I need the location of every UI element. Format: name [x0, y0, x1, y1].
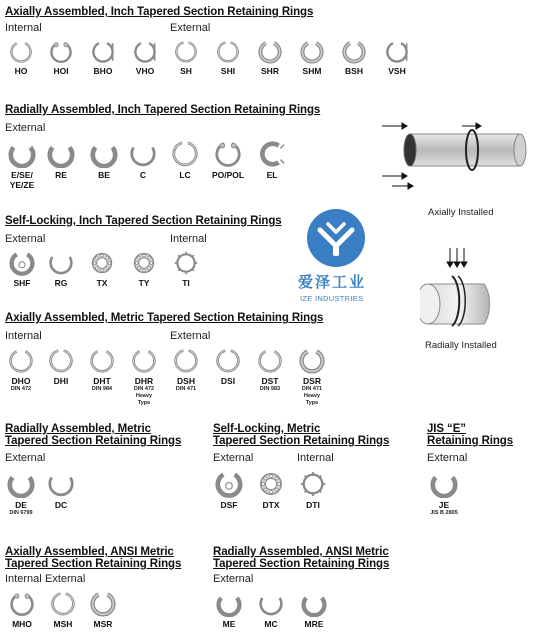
- ring-code: HOI: [53, 66, 69, 76]
- ring-code: DSF: [220, 500, 238, 510]
- ring-item-ho[interactable]: [8, 40, 34, 76]
- ring-item-el[interactable]: [254, 140, 290, 180]
- star-ring-icon: [173, 250, 199, 276]
- ring-item-msr[interactable]: [88, 591, 118, 629]
- ring-code: LC: [179, 170, 191, 180]
- title-line-2: Tapered Section Retaining Rings: [5, 435, 182, 447]
- crescent-ring-icon: [129, 140, 157, 168]
- ring-item-ti[interactable]: [172, 250, 200, 288]
- title-line-2: Retaining Rings: [427, 435, 514, 447]
- label-external: External: [5, 452, 46, 464]
- ring-code: BHO: [93, 66, 113, 76]
- ring-code: DSR: [303, 376, 321, 386]
- ring-item-mc[interactable]: [256, 591, 286, 629]
- ring-item-je[interactable]: [424, 470, 464, 517]
- ring-code: VSH: [388, 66, 406, 76]
- section-title-radial-inch: Radially Assembled, Inch Tapered Section Retaining Rings: [5, 104, 321, 116]
- e-ring-icon: [215, 591, 243, 617]
- radial-install-illustration: [420, 246, 504, 330]
- caption-axial: Axially Installed: [428, 207, 494, 218]
- ring-item-dhi[interactable]: [46, 348, 76, 386]
- ring-teeth-icon: [89, 348, 115, 374]
- ring-code: SHF: [13, 278, 31, 288]
- label-external: External: [45, 573, 86, 585]
- ring-standard: DIN 984: [91, 386, 113, 392]
- ring-code: HO: [14, 66, 28, 76]
- ring-code: BE: [98, 170, 110, 180]
- ring-item-me[interactable]: [214, 591, 244, 629]
- label-internal: Internal: [5, 330, 42, 342]
- ring-standard: DIN 472: [10, 386, 32, 392]
- ring-item-dsi[interactable]: [212, 348, 244, 386]
- ring-code: DHI: [53, 376, 69, 386]
- ring-item-msh[interactable]: [48, 591, 78, 629]
- e-ring-bowed-icon: [87, 140, 121, 168]
- ring-closed-icon: [216, 40, 240, 64]
- ring-open-icon: [257, 348, 283, 374]
- label-internal: Internal: [170, 233, 207, 245]
- ring-code: VHO: [135, 66, 155, 76]
- label-internal: Internal: [5, 22, 42, 34]
- ring-closed-icon: [173, 348, 199, 374]
- caption-radial: Radially Installed: [425, 340, 497, 351]
- ring-bowed-icon: [89, 40, 117, 64]
- ring-standard: DIN 471: [175, 386, 197, 392]
- section-title-axial-metric: Axially Assembled, Metric Tapered Section Retaining Rings: [5, 312, 324, 324]
- ring-item-bho[interactable]: [88, 40, 118, 76]
- ring-code: DSH: [177, 376, 195, 386]
- ring-code: MC: [264, 619, 278, 629]
- crescent-ring-icon: [171, 140, 199, 168]
- ring-code: BSH: [345, 66, 363, 76]
- ring-code: DC: [54, 500, 68, 510]
- crescent-ring-icon: [47, 250, 75, 276]
- title-line-1: JIS “E”: [427, 423, 466, 435]
- ring-item-dsr[interactable]: [296, 348, 328, 407]
- ring-item-dti[interactable]: [298, 470, 328, 510]
- ring-item-c[interactable]: [128, 140, 158, 180]
- brand-name-cn: 爱泽工业: [298, 273, 367, 291]
- ring-item-shr[interactable]: [256, 40, 284, 76]
- ring-item-dsh[interactable]: [170, 348, 202, 393]
- ring-standard: DIN 472 Heavy Type: [133, 386, 155, 406]
- ring-item-dsf[interactable]: [214, 470, 244, 510]
- crescent-ring-icon: [47, 470, 75, 498]
- el-ring-icon: [256, 140, 288, 168]
- ring-item-rg[interactable]: [46, 250, 76, 288]
- section-title-jis: [427, 423, 513, 447]
- e-ring-icon: [8, 140, 36, 168]
- section-title-radial-ansi: [213, 546, 389, 570]
- ring-code: TI: [182, 278, 190, 288]
- label-internal: Internal: [5, 573, 42, 585]
- ring-code: DTI: [306, 500, 320, 510]
- ring-code: SHR: [261, 66, 279, 76]
- label-external: External: [170, 330, 211, 342]
- ize-logo-icon: [306, 208, 366, 268]
- ring-code: SHM: [302, 66, 322, 76]
- ring-standard: JIS B 2805: [430, 510, 458, 516]
- ring-item-po[interactable]: [208, 140, 248, 180]
- brand-name-en: IZE INDUSTRIES: [300, 294, 364, 303]
- ring-closed-icon: [215, 348, 241, 374]
- ring-item-shm[interactable]: [298, 40, 326, 76]
- ring-standard: DIN 6799: [9, 510, 33, 516]
- ring-code: DHT: [93, 376, 111, 386]
- ring-code: RE: [55, 170, 67, 180]
- ring-item-dtx[interactable]: [256, 470, 286, 510]
- ring-code: DTX: [262, 500, 280, 510]
- ring-item-shf[interactable]: [8, 250, 36, 288]
- ring-item-sh[interactable]: [172, 40, 200, 76]
- fork-ring-icon: [9, 250, 35, 276]
- ring-open-icon: [9, 40, 33, 64]
- ring-item-dhr[interactable]: [128, 348, 160, 407]
- section-title-axial-inch: Axially Assembled, Inch Tapered Section Retaining Rings: [5, 6, 314, 18]
- toothed-ring-icon: [131, 250, 157, 276]
- ring-item-lc[interactable]: [170, 140, 200, 180]
- ring-code: TX: [96, 278, 108, 288]
- toothed-ring-icon: [89, 250, 115, 276]
- ring-code: DE: [15, 500, 27, 510]
- ring-bowed-icon: [131, 40, 159, 64]
- crescent-ring-icon: [257, 591, 285, 617]
- title-line-1: Radially Assembled, Metric: [5, 423, 151, 435]
- ring-code: DHO: [11, 376, 31, 386]
- fork-ring-icon: [215, 470, 243, 498]
- ring-thick-icon: [299, 348, 325, 374]
- lug-ring-icon: [9, 591, 35, 617]
- axial-install-illustration: [372, 118, 532, 190]
- section-title-self-locking-metric: [213, 423, 389, 447]
- ring-item-be[interactable]: [86, 140, 122, 180]
- ring-thick-icon: [342, 40, 366, 64]
- ring-code: DSI: [220, 376, 236, 386]
- ring-item-dst[interactable]: [254, 348, 286, 393]
- section-title-self-locking-inch: Self-Locking, Inch Tapered Section Retaining Rings: [5, 215, 282, 227]
- title-line-2: Tapered Section Retaining Rings: [213, 435, 390, 447]
- ring-code: JE: [438, 500, 450, 510]
- title-line-1: Axially Assembled, ANSI Metric: [5, 546, 174, 558]
- ring-lug-icon: [49, 40, 73, 64]
- ring-bowed-icon: [383, 40, 411, 64]
- ring-closed-icon: [50, 591, 76, 617]
- e-ring-icon: [300, 591, 328, 617]
- ring-code: MSH: [53, 619, 73, 629]
- ring-code: RG: [54, 278, 68, 288]
- ring-code: SH: [180, 66, 192, 76]
- ring-code: DST: [261, 376, 279, 386]
- e-ring-icon: [47, 140, 75, 168]
- ring-item-de[interactable]: [4, 470, 38, 517]
- ring-item-mho[interactable]: [6, 591, 38, 629]
- ring-item-vho[interactable]: [130, 40, 160, 76]
- ring-code: MSR: [93, 619, 113, 629]
- label-external: External: [5, 233, 46, 245]
- title-line-1: Radially Assembled, ANSI Metric: [213, 546, 389, 558]
- label-external: External: [213, 452, 254, 464]
- ring-item-shi[interactable]: [214, 40, 242, 76]
- ring-thick-icon: [90, 591, 116, 617]
- star-ring-icon: [299, 470, 327, 498]
- label-external: External: [213, 573, 254, 585]
- ring-item-re[interactable]: [46, 140, 76, 180]
- ring-code: PO/POL: [211, 170, 245, 180]
- ring-item-dc[interactable]: [46, 470, 76, 510]
- ring-item-dht[interactable]: [86, 348, 118, 393]
- label-external: External: [170, 22, 211, 34]
- ring-closed-icon: [48, 348, 74, 374]
- ring-item-ty[interactable]: [130, 250, 158, 288]
- ring-open-icon: [8, 348, 34, 374]
- ring-item-dho[interactable]: [6, 348, 36, 393]
- label-external: External: [427, 452, 468, 464]
- ring-standard: DIN 471 Heavy Type: [301, 386, 323, 406]
- title-line-1: Self-Locking, Metric: [213, 423, 321, 435]
- section-title-radial-metric: [5, 423, 181, 447]
- ring-item-tx[interactable]: [88, 250, 116, 288]
- title-line-2: Tapered Section Retaining Rings: [213, 558, 390, 570]
- ring-code: C: [139, 170, 147, 180]
- label-internal: Internal: [297, 452, 334, 464]
- ring-code: MHO: [12, 619, 32, 629]
- label-external: External: [5, 122, 46, 134]
- ring-item-mre[interactable]: [298, 591, 330, 629]
- ring-code: MRE: [304, 619, 324, 629]
- ring-code: DHR: [134, 376, 154, 386]
- ring-item-hoi[interactable]: [46, 40, 76, 76]
- toothed-ring-icon: [257, 470, 285, 498]
- ring-code: EL: [266, 170, 278, 180]
- ring-thick-icon: [258, 40, 282, 64]
- ring-code: TY: [138, 278, 150, 288]
- ring-item-e[interactable]: [6, 140, 38, 190]
- title-line-2: Tapered Section Retaining Rings: [5, 558, 182, 570]
- ring-open-icon: [131, 348, 157, 374]
- ring-code: E/SE/ YE/ZE: [9, 170, 35, 190]
- lug-ring-icon: [214, 140, 242, 168]
- e-ring-icon: [430, 470, 458, 498]
- ring-code: SHI: [220, 66, 236, 76]
- ring-closed-icon: [174, 40, 198, 64]
- ring-standard: DIN 983: [259, 386, 281, 392]
- ring-item-bsh[interactable]: [340, 40, 368, 76]
- ring-thick-icon: [300, 40, 324, 64]
- ring-item-vsh[interactable]: [382, 40, 412, 76]
- ring-code: ME: [222, 619, 236, 629]
- e-ring-icon: [7, 470, 35, 498]
- section-title-axial-ansi: [5, 546, 181, 570]
